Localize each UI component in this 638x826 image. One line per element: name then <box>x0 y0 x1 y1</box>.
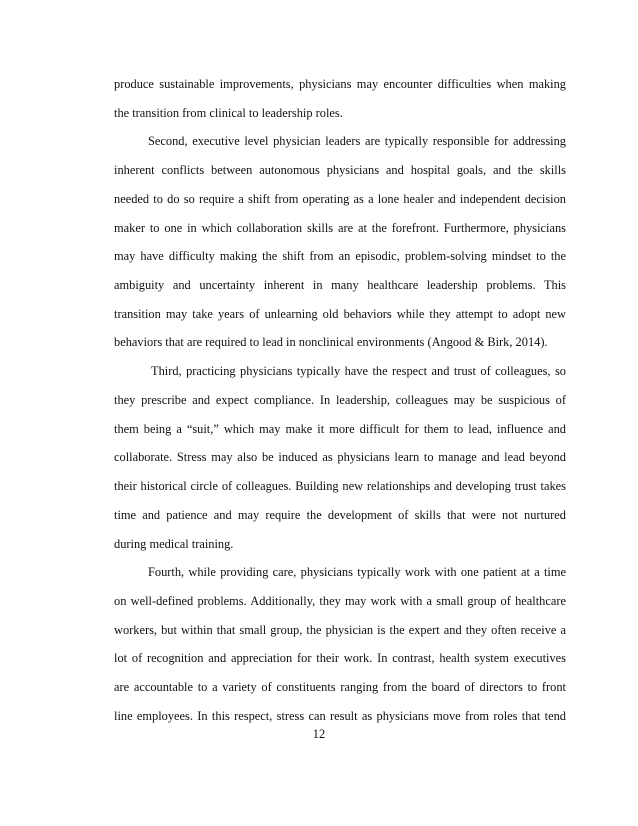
paragraph-start-line: Fourth, while providing care, physicians typically work with one patient at a time <box>148 565 566 580</box>
text-line: lot of recognition and appreciation for their work. In contrast, health system executives <box>114 651 566 666</box>
paragraph-start-line: Second, executive level physician leaders are typically responsible for addressing <box>148 134 566 149</box>
paragraph-start-line: Third, practicing physicians typically have the respect and trust of colleagues, so <box>151 364 566 379</box>
text-line: on well-defined problems. Additionally, they may work with a small group of healthcare <box>114 593 566 608</box>
text-line: them being a “suit,” which may make it more difficult for them to lead, influence and <box>114 421 566 436</box>
text-line: their historical circle of colleagues. Building new relationships and developing trust takes <box>114 479 566 494</box>
text-line: during medical training. <box>114 536 234 551</box>
text-line: maker to one in which collaboration skills are at the forefront. Furthermore, physicians <box>114 220 566 235</box>
text-line: may have difficulty making the shift from an episodic, problem-solving mindset to the <box>114 249 566 264</box>
text-line: time and patience and may require the development of skills that were not nurtured <box>114 507 566 522</box>
text-line: produce sustainable improvements, physicians may encounter difficulties when making <box>114 77 566 91</box>
text-line: workers, but within that small group, the physician is the expert and they often receive a <box>114 622 566 637</box>
text-line: needed to do so require a shift from operating as a lone healer and independent decision <box>114 191 566 206</box>
text-line: collaborate. Stress may also be induced as physicians learn to manage and lead beyond <box>114 450 566 465</box>
body-text <box>114 70 566 731</box>
text-line: behaviors that are required to lead in nonclinical environments (Angood & Birk, 2014). <box>114 335 548 350</box>
text-line: transition may take years of unlearning old behaviors while they attempt to adopt new <box>114 306 566 321</box>
page-number: 12 <box>312 727 326 741</box>
text-line: the transition from clinical to leadership roles. <box>114 105 343 120</box>
text-line: ambiguity and uncertainty inherent in many healthcare leadership problems. This <box>114 278 566 293</box>
text-line: are accountable to a variety of constituents ranging from the board of directors to front <box>114 680 566 695</box>
text-line: line employees. In this respect, stress can result as physicians move from roles that tend <box>114 708 566 723</box>
text-line: inherent conflicts between autonomous physicians and hospital goals, and the skills <box>114 163 566 178</box>
text-line: they prescribe and expect compliance. In leadership, colleagues may be suspicious of <box>114 392 566 407</box>
